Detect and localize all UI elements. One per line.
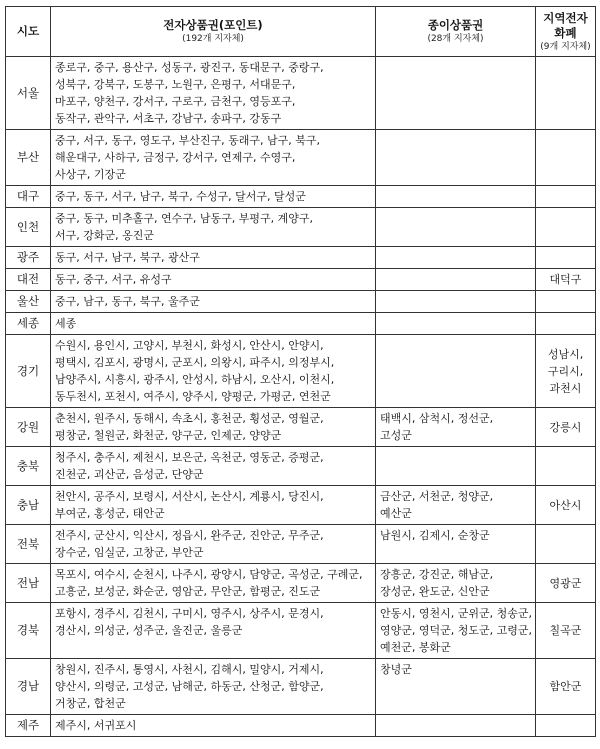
- digital-cell-line: 마포구, 양천구, 강서구, 구로구, 금천구, 영등포구,: [55, 95, 296, 108]
- digital-cell-line: 제주시, 서귀포시: [55, 719, 137, 732]
- sido-cell: 충북: [6, 447, 51, 486]
- local-cell: [536, 130, 596, 186]
- paper-cell: [376, 208, 536, 247]
- digital-cell-line: 평택시, 김포시, 광명시, 군포시, 의왕시, 파주시, 의정부시,: [55, 356, 335, 369]
- paper-cell-line: 금산군, 서천군, 청양군,: [380, 490, 494, 503]
- digital-cell: [51, 603, 376, 659]
- paper-cell: [376, 335, 536, 408]
- sido-cell: 전북: [6, 525, 51, 564]
- sido-cell: 경북: [6, 603, 51, 659]
- sido-cell: 충남: [6, 486, 51, 525]
- digital-cell-line: 동구, 서구, 남구, 북구, 광산구: [55, 251, 200, 264]
- digital-cell: [51, 247, 376, 269]
- local-cell: [536, 247, 596, 269]
- digital-cell-line: 목포시, 여수시, 순천시, 나주시, 광양시, 담양군, 곡성군, 구례군,: [55, 568, 363, 581]
- sido-cell: 대전: [6, 269, 51, 291]
- digital-cell-line: 동두천시, 포천시, 여주시, 양주시, 양평군, 가평군, 연천군: [55, 390, 331, 403]
- paper-cell-line: 장흥군, 강진군, 해남군,: [380, 568, 494, 581]
- paper-cell: [376, 603, 536, 659]
- header-digital: 전자상품권(포인트) (192개 지자체): [51, 7, 376, 57]
- local-cell: [536, 715, 596, 737]
- local-cell: [536, 291, 596, 313]
- local-cell: [536, 186, 596, 208]
- sido-cell: 울산: [6, 291, 51, 313]
- local-cell: [536, 57, 596, 130]
- table-row: [6, 313, 596, 335]
- paper-cell-line: 안동시, 영천시, 군위군, 청송군,: [380, 607, 532, 620]
- paper-cell-line: 영양군, 영덕군, 청도군, 고령군,: [380, 624, 532, 637]
- sido-cell: 제주: [6, 715, 51, 737]
- local-cell-line: 대덕구: [549, 273, 582, 286]
- sido-cell: 대구: [6, 186, 51, 208]
- paper-cell: [376, 447, 536, 486]
- paper-cell: [376, 130, 536, 186]
- paper-cell: [376, 186, 536, 208]
- digital-cell-line: 양산시, 의령군, 고성군, 남해군, 하동군, 산청군, 함양군,: [55, 680, 324, 693]
- digital-cell: [51, 486, 376, 525]
- digital-cell-line: 춘천시, 원주시, 동해시, 속초시, 홍천군, 횡성군, 영월군,: [55, 412, 324, 425]
- paper-cell: [376, 247, 536, 269]
- digital-cell-line: 중구, 동구, 서구, 남구, 북구, 수성구, 달서구, 달성군: [55, 190, 306, 203]
- local-cell-line: 영광군: [549, 576, 582, 590]
- table-row: [6, 291, 596, 313]
- local-cell-line: 강릉시: [549, 420, 582, 434]
- digital-cell-line: 전주시, 군산시, 익산시, 정읍시, 완주군, 진안군, 무주군,: [55, 529, 324, 542]
- digital-cell-line: 수원시, 용인시, 고양시, 부천시, 화성시, 안산시, 안양시,: [55, 339, 324, 352]
- digital-cell-line: 청주시, 충주시, 제천시, 보은군, 옥천군, 영동군, 증평군,: [55, 451, 324, 464]
- local-cell: [536, 564, 596, 603]
- digital-cell-line: 중구, 남구, 동구, 북구, 울주군: [55, 295, 200, 308]
- local-cell-line: 과천시: [549, 381, 582, 395]
- table-row: [6, 525, 596, 564]
- table-row: [6, 186, 596, 208]
- table-row: [6, 247, 596, 269]
- paper-cell-line: 고성군: [380, 429, 412, 442]
- paper-cell-line: 장성군, 완도군, 신안군: [380, 585, 490, 598]
- digital-cell-line: 성북구, 강북구, 도봉구, 노원구, 은평구, 서대문구,: [55, 78, 296, 91]
- paper-cell-line: 남원시, 김제시, 순창군: [380, 529, 490, 542]
- digital-cell: [51, 447, 376, 486]
- table-row: [6, 564, 596, 603]
- table-row: [6, 269, 596, 291]
- sido-cell: 인천: [6, 208, 51, 247]
- digital-cell-line: 세종: [55, 317, 77, 330]
- table-header-row: [6, 7, 596, 57]
- sido-cell: 강원: [6, 408, 51, 447]
- gift-certificate-table: [5, 6, 596, 737]
- table-row: [6, 715, 596, 737]
- table-row: [6, 57, 596, 130]
- digital-cell-line: 남양주시, 시흥시, 광주시, 안성시, 하남시, 오산시, 이천시,: [55, 373, 335, 386]
- local-cell-line: 구리시,: [547, 364, 584, 378]
- digital-cell-line: 창원시, 진주시, 통영시, 사천시, 김해시, 밀양시, 거제시,: [55, 663, 324, 676]
- digital-cell-line: 동구, 중구, 서구, 유성구: [55, 273, 172, 286]
- local-cell-line: 성남시,: [547, 347, 584, 361]
- local-cell: [536, 486, 596, 525]
- digital-cell: [51, 564, 376, 603]
- table-row: [6, 408, 596, 447]
- table-row: [6, 208, 596, 247]
- table-body: [6, 57, 596, 737]
- local-cell-line: 함안군: [549, 680, 582, 693]
- paper-cell: [376, 57, 536, 130]
- digital-cell-line: 사상구, 기장군: [55, 168, 126, 181]
- paper-cell: [376, 715, 536, 737]
- digital-cell: [51, 57, 376, 130]
- digital-cell-line: 천안시, 공주시, 보령시, 서산시, 논산시, 계룡시, 당진시,: [55, 490, 324, 503]
- digital-cell-line: 진천군, 괴산군, 음성군, 단양군: [55, 468, 204, 481]
- digital-cell: [51, 335, 376, 408]
- header-sido: 시도: [6, 7, 51, 57]
- digital-cell-line: 중구, 동구, 미추홀구, 연수구, 남동구, 부평구, 계양구,: [55, 212, 313, 225]
- digital-cell: [51, 269, 376, 291]
- sido-cell: 경기: [6, 335, 51, 408]
- header-digital-count: (192개 지자체): [182, 34, 244, 44]
- digital-cell: [51, 408, 376, 447]
- local-cell: [536, 525, 596, 564]
- paper-cell: [376, 291, 536, 313]
- sido-cell: 부산: [6, 130, 51, 186]
- table-row: [6, 447, 596, 486]
- digital-cell-line: 포항시, 경주시, 김천시, 구미시, 영주시, 상주시, 문경시,: [55, 607, 324, 620]
- local-cell-line: 칠곡군: [549, 624, 582, 637]
- digital-cell-line: 경산시, 의성군, 성주군, 울진군, 울릉군: [55, 624, 243, 637]
- digital-cell-line: 중구, 서구, 동구, 영도구, 부산진구, 동래구, 남구, 북구,: [55, 134, 320, 147]
- table-row: [6, 130, 596, 186]
- digital-cell-line: 동작구, 관악구, 서초구, 강남구, 송파구, 강동구: [55, 112, 282, 125]
- sido-cell: 광주: [6, 247, 51, 269]
- digital-cell: [51, 130, 376, 186]
- local-cell-line: 아산시: [549, 498, 582, 512]
- local-cell: [536, 313, 596, 335]
- sido-cell: 전남: [6, 564, 51, 603]
- digital-cell-line: 종로구, 중구, 용산구, 성동구, 광진구, 동대문구, 중랑구,: [55, 61, 324, 74]
- table-row: [6, 603, 596, 659]
- local-cell: [536, 603, 596, 659]
- header-local: 지역전자화폐 (9개 지자체): [536, 7, 596, 57]
- digital-cell: [51, 659, 376, 715]
- paper-cell: [376, 408, 536, 447]
- paper-cell-line: 예천군, 봉화군: [380, 641, 451, 654]
- local-cell: [536, 447, 596, 486]
- digital-cell: [51, 313, 376, 335]
- digital-cell: [51, 525, 376, 564]
- local-cell: [536, 659, 596, 715]
- digital-cell-line: 해운대구, 사하구, 금정구, 강서구, 연제구, 수영구,: [55, 151, 296, 164]
- sido-cell: 경남: [6, 659, 51, 715]
- paper-cell: [376, 525, 536, 564]
- digital-cell-line: 거창군, 합천군: [55, 697, 126, 710]
- digital-cell: [51, 715, 376, 737]
- digital-cell-line: 부여군, 홍성군, 태안군: [55, 507, 165, 520]
- table-row: [6, 335, 596, 408]
- paper-cell: [376, 659, 536, 715]
- sido-cell: 세종: [6, 313, 51, 335]
- local-cell: [536, 335, 596, 408]
- paper-cell-line: 창녕군: [380, 663, 412, 676]
- digital-cell-line: 서구, 강화군, 옹진군: [55, 229, 154, 242]
- table-row: [6, 659, 596, 715]
- paper-cell: [376, 269, 536, 291]
- table-row: [6, 486, 596, 525]
- digital-cell-line: 고흥군, 보성군, 화순군, 영암군, 무안군, 함평군, 진도군: [55, 585, 321, 598]
- digital-cell: [51, 186, 376, 208]
- local-cell: [536, 269, 596, 291]
- digital-cell: [51, 208, 376, 247]
- local-cell: [536, 208, 596, 247]
- digital-cell-line: 장수군, 임실군, 고창군, 부안군: [55, 546, 204, 559]
- sido-cell: 서울: [6, 57, 51, 130]
- digital-cell: [51, 291, 376, 313]
- paper-cell: [376, 564, 536, 603]
- header-paper-count: (28개 지자체): [427, 34, 484, 44]
- digital-cell-line: 평창군, 철원군, 화천군, 양구군, 인제군, 양양군: [55, 429, 282, 442]
- paper-cell: [376, 486, 536, 525]
- paper-cell-line: 예산군: [380, 507, 412, 520]
- paper-cell-line: 태백시, 삼척시, 정선군,: [380, 412, 494, 425]
- paper-cell: [376, 313, 536, 335]
- header-paper: 종이상품권 (28개 지자체): [376, 7, 536, 57]
- local-cell: [536, 408, 596, 447]
- header-local-count: (9개 지자체): [540, 41, 591, 52]
